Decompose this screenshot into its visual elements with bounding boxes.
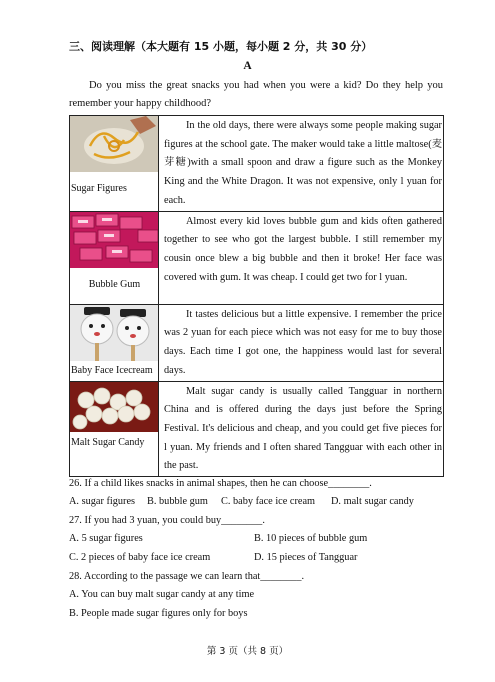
passage-title: A bbox=[243, 60, 252, 72]
snack-description: In the old days, there were always some people making sugar figures at the school gate. The maker would take a little maltose(麦芽糖)with a small spoon and draw a figure such as the Monkey King and the White Dragon. It was not expensive, only l yuan for each. bbox=[159, 116, 444, 212]
snack-image-cell bbox=[70, 211, 159, 304]
answer-option: C. baby face ice cream bbox=[221, 496, 316, 507]
answer-option: D. 15 pieces of Tangguar bbox=[254, 552, 358, 563]
baby-face-icecream-photo bbox=[70, 305, 158, 361]
snack-description: Malt sugar candy is usually called Tangguar in northern China and is offered during the days just before the Spring Festival. It's delicious and cheap, and you could get five pieces for l yuan. My friends and I often shared Tangguar with each other in the past. bbox=[159, 381, 444, 477]
answer-option: D. malt sugar candy bbox=[331, 496, 414, 507]
snack-name: Sugar Figures bbox=[71, 183, 127, 194]
answer-option: A. sugar figures bbox=[69, 496, 136, 507]
question-stem: 26. If a child likes snacks in animal shapes, then he can choose________. bbox=[69, 478, 372, 489]
page-footer: 第 3 页（共 8 页） bbox=[206, 646, 289, 657]
snack-name: Baby Face Icecream bbox=[71, 364, 153, 376]
snack-name: Bubble Gum bbox=[88, 278, 141, 290]
snack-name: Malt Sugar Candy bbox=[71, 436, 145, 448]
answer-option: C. 2 pieces of baby face ice cream bbox=[69, 552, 211, 563]
question-stem: 27. If you had 3 yuan, you could buy________. bbox=[69, 515, 265, 526]
bubble-gum-photo bbox=[70, 212, 158, 268]
answer-option: A. You can buy malt sugar candy at any time bbox=[69, 589, 255, 600]
malt-sugar-candy-photo bbox=[70, 382, 158, 432]
snack-image-cell bbox=[70, 116, 159, 212]
table-row bbox=[70, 211, 444, 304]
snack-image-cell bbox=[70, 304, 159, 381]
question-stem: 28. According to the passage we can learn that________. bbox=[69, 571, 305, 582]
answer-option: B. bubble gum bbox=[147, 496, 208, 507]
section-header: 三、阅读理解（本大题有 15 小题，每小题 2 分，共 30 分） bbox=[69, 40, 373, 53]
answer-option: B. 10 pieces of bubble gum bbox=[254, 533, 368, 544]
table-row bbox=[70, 304, 444, 381]
snack-description: It tastes delicious but a little expensive. I remember the price was 2 yuan for each piece which was not easy for me to buy those days. Each time I got one, the happiness would last for several days. bbox=[159, 304, 444, 381]
table-row bbox=[70, 381, 444, 477]
answer-option: A. 5 sugar figures bbox=[69, 533, 143, 544]
snack-description: Almost every kid loves bubble gum and kids often gathered together to see who got the largest bubble. I still remember my cousin once blew a big bubble and then it broke! Her face was covered with gum. It was cheap. I could get two for l yuan. bbox=[159, 211, 444, 304]
passage-intro: Do you miss the great snacks you had when you were a kid? Do they help you remember your happy childhood? bbox=[69, 80, 443, 109]
table-row bbox=[70, 116, 444, 212]
answer-option: B. People made sugar figures only for boys bbox=[69, 608, 248, 619]
sugar-figure-photo bbox=[70, 116, 158, 172]
snack-image-cell bbox=[70, 381, 159, 477]
snack-table bbox=[69, 115, 444, 477]
